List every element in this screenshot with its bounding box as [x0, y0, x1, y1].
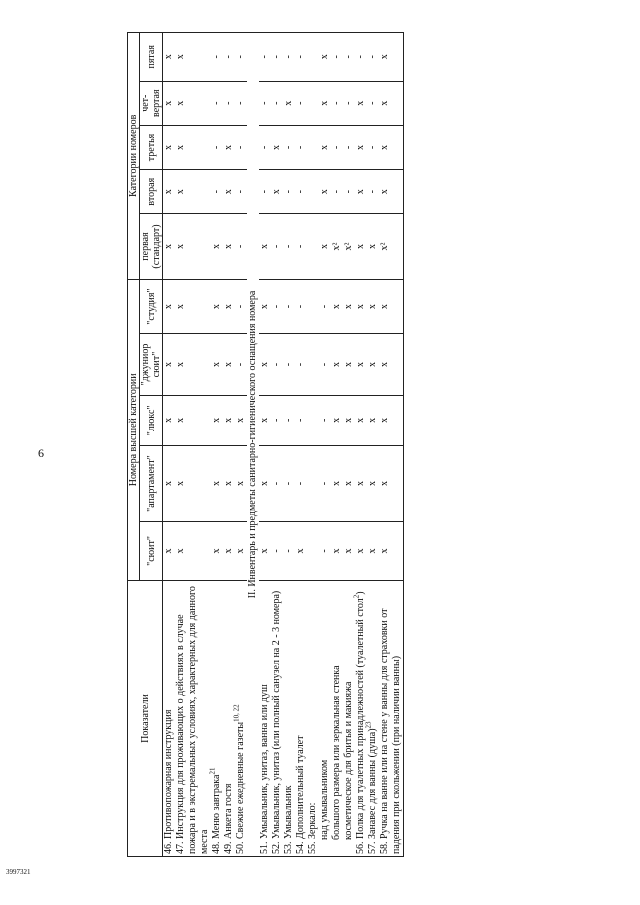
mark-cell: x [367, 334, 379, 395]
page-number: 6 [38, 446, 44, 460]
mark-cell: x [163, 446, 176, 522]
mark-cell: x [379, 446, 404, 522]
footnote-ref: 2 [352, 594, 361, 599]
table-row [343, 33, 355, 857]
mark-cell: x [211, 279, 223, 334]
mark-cell: x [223, 334, 235, 395]
mark-cell: x [163, 170, 176, 214]
table-row [319, 33, 331, 857]
mark-cell: x [379, 125, 404, 169]
header-higher-category: Номера высшей категории [128, 279, 140, 580]
mark-cell: x [319, 33, 331, 82]
mark-cell: - [295, 33, 307, 82]
mark-cell: - [367, 33, 379, 82]
mark-cell: - [271, 214, 283, 279]
mark-cell: - [235, 33, 247, 82]
mark-cell: x [271, 125, 283, 169]
mark-cell: x [343, 446, 355, 522]
mark-cell: x [235, 521, 247, 580]
mark-cell: x [163, 214, 176, 279]
table-row [331, 33, 343, 857]
col-suite: "сюит" [140, 521, 163, 580]
mark-cell: - [235, 214, 247, 279]
mark-cell: - [271, 334, 283, 395]
mark-cell: x [343, 334, 355, 395]
mark-cell: x [259, 214, 271, 279]
mark-cell: x [223, 125, 235, 169]
indicator-cell [208, 580, 223, 856]
mark-cell: x [211, 334, 223, 395]
mark-cell: x [367, 521, 379, 580]
indicator-label: большого размера или зеркальная стенка [331, 665, 342, 840]
mark-cell [307, 214, 319, 279]
mark-cell: - [295, 446, 307, 522]
mark-cell: - [211, 33, 223, 82]
table-row [223, 33, 235, 857]
mark-cell: x [379, 170, 404, 214]
mark-cell: x [343, 279, 355, 334]
mark-cell: x [355, 395, 367, 446]
mark-cell: x [211, 521, 223, 580]
mark-cell: - [319, 334, 331, 395]
mark-cell: x [175, 170, 211, 214]
header-row-top [128, 33, 140, 857]
col-first: первая (стандарт) [140, 214, 163, 279]
mark-cell: - [283, 279, 295, 334]
mark-cell: x [343, 521, 355, 580]
mark-cell: x [331, 395, 343, 446]
mark-cell: - [283, 446, 295, 522]
col-lux: "люкс" [140, 395, 163, 446]
col-third: третья [140, 125, 163, 169]
mark-cell: x [283, 81, 295, 125]
mark-cell: - [223, 33, 235, 82]
indicator-cell [295, 580, 307, 856]
mark-cell: x [211, 446, 223, 522]
mark-cell: - [259, 170, 271, 214]
table-row [175, 33, 211, 857]
table-row [259, 33, 271, 857]
mark-cell: x [331, 279, 343, 334]
mark-cell: x [259, 279, 271, 334]
table-row [283, 33, 295, 857]
indicator-label: 47. Инструкция для проживающих о действиях в случае пожара и в экстремальных условиях, характерных для данного места [175, 586, 210, 854]
mark-cell: x [163, 521, 176, 580]
mark-cell: x [295, 521, 307, 580]
table-row [379, 33, 404, 857]
mark-cell: - [271, 395, 283, 446]
mark-cell: - [271, 81, 283, 125]
col-junior-suite: "джуниор сюит" [140, 334, 163, 395]
mark-cell: x [175, 446, 211, 522]
indicator-cell [343, 580, 355, 856]
indicator-cell [232, 580, 247, 856]
mark-cell: x [175, 521, 211, 580]
mark-cell: - [331, 170, 343, 214]
mark-cell: - [295, 279, 307, 334]
mark-cell: - [319, 279, 331, 334]
mark-cell: - [343, 81, 355, 125]
indicator-cell [331, 580, 343, 856]
mark-cell: - [331, 33, 343, 82]
mark-cell: x [319, 125, 331, 169]
mark-cell: - [319, 395, 331, 446]
mark-cell: x [163, 125, 176, 169]
mark-cell: x [175, 81, 211, 125]
table-row [271, 33, 283, 857]
mark-cell: x [223, 279, 235, 334]
col-apartment: "апартамент" [140, 446, 163, 522]
mark-cell: x [331, 334, 343, 395]
indicator-cell [307, 580, 319, 856]
indicator-label: 56. Полка для туалетных принадлежностей (туалетный стол [355, 598, 366, 854]
mark-cell: - [283, 170, 295, 214]
section-row [247, 33, 259, 857]
mark-cell: x [379, 33, 404, 82]
mark-cell: x [163, 395, 176, 446]
mark-cell: - [319, 446, 331, 522]
header-room-categories: Категории номеров [128, 33, 140, 280]
indicator-cell [271, 580, 283, 856]
mark-cell: - [283, 125, 295, 169]
header-indicators: Показатели [128, 580, 163, 856]
mark-cell: x² [379, 214, 404, 279]
mark-cell: - [259, 81, 271, 125]
mark-cell: - [211, 125, 223, 169]
mark-cell: x [259, 521, 271, 580]
indicator-label: 53. Умывальник [283, 785, 294, 854]
mark-cell: - [343, 125, 355, 169]
mark-cell: - [343, 170, 355, 214]
mark-cell: - [283, 395, 295, 446]
mark-cell: x [175, 395, 211, 446]
mark-cell [307, 521, 319, 580]
mark-cell: - [235, 334, 247, 395]
mark-cell: - [367, 81, 379, 125]
footnote-ref: 23 [364, 721, 373, 729]
indicator-label: 46. Противопожарная инструкция [163, 709, 174, 854]
table-row [367, 33, 379, 857]
indicator-label: 58. Ручка на ванне или на стене у ванны для страховки от падения при скольжении (при наличии ванны) [379, 608, 402, 854]
mark-cell: x [175, 214, 211, 279]
table-row [235, 33, 247, 857]
mark-cell: x [331, 521, 343, 580]
mark-cell: x [343, 395, 355, 446]
mark-cell: x [175, 334, 211, 395]
mark-cell: x [367, 446, 379, 522]
mark-cell: x [367, 279, 379, 334]
mark-cell: x² [343, 214, 355, 279]
mark-cell: x [175, 279, 211, 334]
mark-cell: x [163, 279, 176, 334]
mark-cell: - [235, 170, 247, 214]
mark-cell: x [211, 214, 223, 279]
mark-cell: x [355, 81, 367, 125]
col-fifth: пятая [140, 33, 163, 82]
mark-cell [307, 125, 319, 169]
mark-cell: x [175, 125, 211, 169]
mark-cell: x [355, 125, 367, 169]
mark-cell: x [379, 395, 404, 446]
col-studio: "студия" [140, 279, 163, 334]
mark-cell [307, 446, 319, 522]
indicator-cell [259, 580, 271, 856]
mark-cell: - [295, 125, 307, 169]
mark-cell: x [163, 33, 176, 82]
mark-cell: x [235, 395, 247, 446]
mark-cell: - [223, 81, 235, 125]
indicator-label: 48. Меню завтрака [211, 774, 222, 854]
indicator-label: над умывальником [319, 759, 330, 840]
mark-cell: x [175, 33, 211, 82]
rotated-table-wrapper [127, 32, 627, 857]
indicator-cell [379, 580, 404, 856]
mark-cell: x [223, 521, 235, 580]
mark-cell: - [271, 446, 283, 522]
section-title: II. Инвентарь и предметы санитарно-гигиенического оснащения номера [247, 33, 259, 857]
indicator-label: 51. Умывальник, унитаз, ванна или душ [259, 684, 270, 854]
table-body [163, 33, 404, 857]
indicator-label: косметическое для бритья и макияжа [343, 681, 354, 840]
mark-cell: - [283, 214, 295, 279]
indicator-cell [283, 580, 295, 856]
mark-cell: x [163, 81, 176, 125]
document-code: 3997321 [6, 868, 31, 876]
mark-cell: - [283, 334, 295, 395]
mark-cell: - [211, 170, 223, 214]
mark-cell [307, 279, 319, 334]
mark-cell: x [355, 279, 367, 334]
mark-cell: - [235, 125, 247, 169]
mark-cell: x [367, 214, 379, 279]
mark-cell: x [355, 214, 367, 279]
col-fourth: чет-вертая [140, 81, 163, 125]
mark-cell [307, 81, 319, 125]
mark-cell: - [271, 279, 283, 334]
indicator-cell [364, 580, 379, 856]
mark-cell: x [379, 81, 404, 125]
table-row [355, 33, 367, 857]
mark-cell: - [295, 214, 307, 279]
mark-cell: x [223, 446, 235, 522]
mark-cell: x [379, 521, 404, 580]
mark-cell: x [259, 395, 271, 446]
indicator-cell [352, 580, 367, 856]
table-row [211, 33, 223, 857]
indicator-label: 54. Дополнительный туалет [295, 735, 306, 854]
mark-cell: - [283, 521, 295, 580]
mark-cell: x [211, 395, 223, 446]
indicator-cell [319, 580, 331, 856]
mark-cell: - [271, 521, 283, 580]
mark-cell: x [355, 446, 367, 522]
table-row [163, 33, 176, 857]
mark-cell [307, 334, 319, 395]
mark-cell: x [367, 395, 379, 446]
mark-cell: x [319, 214, 331, 279]
mark-cell: - [235, 279, 247, 334]
footnote-ref: 21 [208, 767, 217, 775]
indicator-cell [163, 580, 176, 856]
mark-cell: x [355, 334, 367, 395]
mark-cell [307, 395, 319, 446]
indicator-label-tail: ) [355, 591, 366, 595]
mark-cell: x [379, 279, 404, 334]
indicator-label: 52. Умывальник, унитаз (или полный санузел на 2 - 3 номера) [271, 590, 282, 854]
mark-cell: x [331, 446, 343, 522]
footnote-ref: 10, 22 [232, 704, 241, 722]
mark-cell: - [235, 81, 247, 125]
mark-cell: - [319, 521, 331, 580]
mark-cell: x [223, 170, 235, 214]
col-second: вторая [140, 170, 163, 214]
mark-cell: x² [331, 214, 343, 279]
indicator-label: 55. Зеркало: [307, 802, 318, 854]
mark-cell: x [235, 446, 247, 522]
mark-cell: - [259, 33, 271, 82]
mark-cell: x [223, 214, 235, 279]
mark-cell: - [295, 170, 307, 214]
mark-cell: - [355, 33, 367, 82]
mark-cell: x [259, 446, 271, 522]
mark-cell: x [319, 170, 331, 214]
mark-cell: - [331, 81, 343, 125]
mark-cell: - [211, 81, 223, 125]
mark-cell: x [355, 521, 367, 580]
mark-cell: - [283, 33, 295, 82]
mark-cell: - [331, 125, 343, 169]
mark-cell: - [343, 33, 355, 82]
amenities-table [127, 32, 404, 857]
mark-cell: x [379, 334, 404, 395]
mark-cell [307, 170, 319, 214]
mark-cell: x [319, 81, 331, 125]
mark-cell: x [163, 334, 176, 395]
indicator-label: 50. Свежие ежедневные газеты [235, 721, 246, 854]
indicator-label: 49. Анкета гостя [223, 783, 234, 854]
mark-cell [307, 33, 319, 82]
indicator-cell [175, 580, 211, 856]
mark-cell: - [295, 334, 307, 395]
mark-cell: x [355, 170, 367, 214]
mark-cell: x [259, 334, 271, 395]
mark-cell: x [223, 395, 235, 446]
mark-cell: - [367, 125, 379, 169]
mark-cell: x [271, 170, 283, 214]
mark-cell: - [295, 81, 307, 125]
table-row [307, 33, 319, 857]
table-row [295, 33, 307, 857]
indicator-label: 57. Занавес для ванны (душа) [367, 728, 378, 854]
mark-cell: - [295, 395, 307, 446]
mark-cell: - [259, 125, 271, 169]
mark-cell: - [367, 170, 379, 214]
mark-cell: - [271, 33, 283, 82]
